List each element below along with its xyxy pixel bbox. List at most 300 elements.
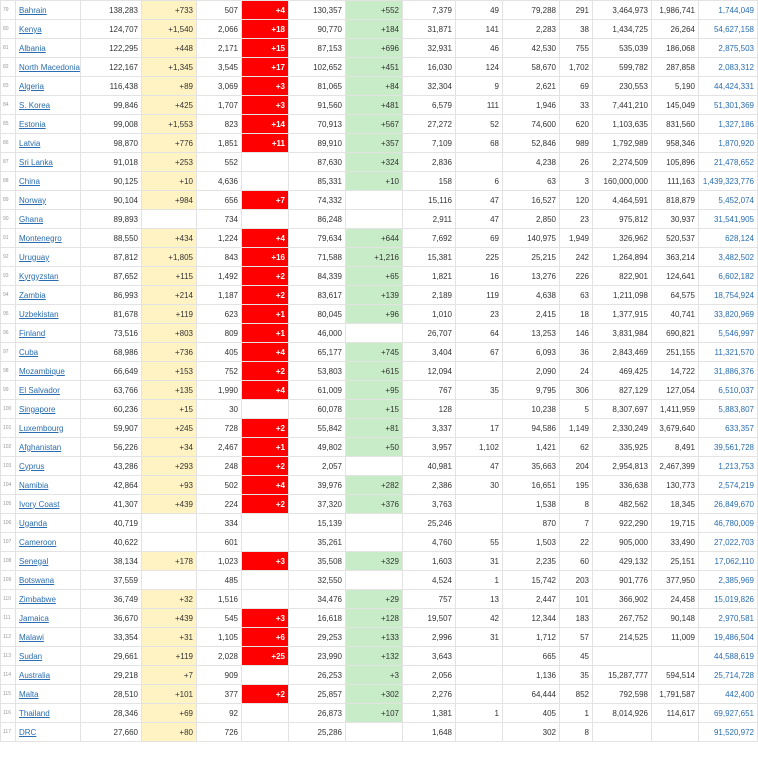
cases-per-million-cell: 64,444 bbox=[503, 685, 560, 704]
new-recovered-cell bbox=[346, 723, 403, 742]
country-link[interactable]: Uzbekistan bbox=[19, 309, 59, 319]
active-cases-cell: 1,648 bbox=[403, 723, 456, 742]
rank-cell: 113 bbox=[1, 647, 16, 666]
table-row bbox=[1, 495, 758, 514]
serious-critical-cell bbox=[456, 685, 503, 704]
total-recovered-cell: 130,357 bbox=[289, 1, 346, 20]
cases-per-million-cell: 2,621 bbox=[503, 77, 560, 96]
cases-per-million-cell: 74,600 bbox=[503, 115, 560, 134]
deaths-per-million-cell: 8 bbox=[560, 495, 593, 514]
serious-critical-cell bbox=[456, 666, 503, 685]
total-tests-cell: 1,103,635 bbox=[593, 115, 652, 134]
cases-per-million-cell: 2,850 bbox=[503, 210, 560, 229]
country-link[interactable]: North Macedonia bbox=[19, 62, 80, 72]
rank-cell: 79 bbox=[1, 1, 16, 20]
active-cases-cell: 2,189 bbox=[403, 286, 456, 305]
total-recovered-cell: 81,065 bbox=[289, 77, 346, 96]
total-tests-cell bbox=[593, 723, 652, 742]
table-row bbox=[1, 96, 758, 115]
population-cell: 44,588,619 bbox=[699, 647, 758, 666]
country-cell bbox=[16, 476, 81, 495]
population-cell: 31,541,905 bbox=[699, 210, 758, 229]
country-link[interactable]: Kenya bbox=[19, 24, 42, 34]
country-link[interactable]: Malawi bbox=[19, 632, 44, 642]
total-tests-cell: 335,925 bbox=[593, 438, 652, 457]
country-cell bbox=[16, 191, 81, 210]
total-cases-cell: 36,749 bbox=[81, 590, 142, 609]
cases-per-million-cell: 13,276 bbox=[503, 267, 560, 286]
tests-per-million-cell: 25,151 bbox=[652, 552, 699, 571]
serious-critical-cell: 13 bbox=[456, 590, 503, 609]
new-cases-cell: +984 bbox=[142, 191, 197, 210]
total-cases-cell: 116,438 bbox=[81, 77, 142, 96]
total-deaths-cell: 823 bbox=[197, 115, 242, 134]
cases-per-million-cell: 1,712 bbox=[503, 628, 560, 647]
country-link[interactable]: S. Korea bbox=[19, 100, 51, 110]
country-link[interactable]: Singapore bbox=[19, 404, 56, 414]
country-cell bbox=[16, 571, 81, 590]
new-recovered-cell: +139 bbox=[346, 286, 403, 305]
total-recovered-cell: 15,139 bbox=[289, 514, 346, 533]
total-tests-cell: 429,132 bbox=[593, 552, 652, 571]
serious-critical-cell bbox=[456, 514, 503, 533]
serious-critical-cell: 35 bbox=[456, 381, 503, 400]
country-link[interactable]: Australia bbox=[19, 670, 51, 680]
serious-critical-cell: 111 bbox=[456, 96, 503, 115]
serious-critical-cell bbox=[456, 723, 503, 742]
total-recovered-cell: 26,253 bbox=[289, 666, 346, 685]
new-cases-cell: +31 bbox=[142, 628, 197, 647]
cases-per-million-cell: 2,090 bbox=[503, 362, 560, 381]
tests-per-million-cell: 33,490 bbox=[652, 533, 699, 552]
population-cell: 11,321,570 bbox=[699, 343, 758, 362]
tests-per-million-cell: 5,190 bbox=[652, 77, 699, 96]
country-link[interactable]: Malta bbox=[19, 689, 39, 699]
total-tests-cell: 1,792,989 bbox=[593, 134, 652, 153]
rank-cell: 110 bbox=[1, 590, 16, 609]
total-deaths-cell: 752 bbox=[197, 362, 242, 381]
total-cases-cell: 60,236 bbox=[81, 400, 142, 419]
table-row bbox=[1, 58, 758, 77]
deaths-per-million-cell: 101 bbox=[560, 590, 593, 609]
tests-per-million-cell: 127,054 bbox=[652, 381, 699, 400]
new-cases-cell bbox=[142, 571, 197, 590]
active-cases-cell: 26,707 bbox=[403, 324, 456, 343]
country-cell bbox=[16, 381, 81, 400]
new-deaths-cell: +7 bbox=[242, 191, 289, 210]
new-deaths-cell: +1 bbox=[242, 438, 289, 457]
table-row bbox=[1, 552, 758, 571]
new-cases-cell: +776 bbox=[142, 134, 197, 153]
table-row bbox=[1, 514, 758, 533]
deaths-per-million-cell: 22 bbox=[560, 533, 593, 552]
new-recovered-cell: +696 bbox=[346, 39, 403, 58]
total-recovered-cell: 55,842 bbox=[289, 419, 346, 438]
country-cell bbox=[16, 704, 81, 723]
deaths-per-million-cell: 18 bbox=[560, 305, 593, 324]
serious-critical-cell: 42 bbox=[456, 609, 503, 628]
active-cases-cell: 25,246 bbox=[403, 514, 456, 533]
population-cell: 46,780,009 bbox=[699, 514, 758, 533]
total-cases-cell: 91,018 bbox=[81, 153, 142, 172]
new-deaths-cell: +4 bbox=[242, 229, 289, 248]
total-deaths-cell: 1,990 bbox=[197, 381, 242, 400]
new-recovered-cell: +282 bbox=[346, 476, 403, 495]
country-link[interactable]: DRC bbox=[19, 727, 37, 737]
total-tests-cell: 1,211,098 bbox=[593, 286, 652, 305]
active-cases-cell: 757 bbox=[403, 590, 456, 609]
deaths-per-million-cell: 291 bbox=[560, 1, 593, 20]
rank-cell: 81 bbox=[1, 39, 16, 58]
country-link[interactable]: China bbox=[19, 176, 40, 186]
rank-cell: 98 bbox=[1, 362, 16, 381]
new-deaths-cell bbox=[242, 666, 289, 685]
table-row bbox=[1, 229, 758, 248]
tests-per-million-cell: 2,467,399 bbox=[652, 457, 699, 476]
country-link[interactable]: Zambia bbox=[19, 290, 46, 300]
country-link[interactable]: Cameroon bbox=[19, 537, 57, 547]
new-recovered-cell: +132 bbox=[346, 647, 403, 666]
total-deaths-cell: 623 bbox=[197, 305, 242, 324]
rank-cell: 92 bbox=[1, 248, 16, 267]
total-cases-cell: 81,678 bbox=[81, 305, 142, 324]
new-cases-cell: +80 bbox=[142, 723, 197, 742]
deaths-per-million-cell: 195 bbox=[560, 476, 593, 495]
new-recovered-cell: +376 bbox=[346, 495, 403, 514]
new-deaths-cell: +4 bbox=[242, 381, 289, 400]
total-cases-cell: 98,870 bbox=[81, 134, 142, 153]
country-cell bbox=[16, 723, 81, 742]
total-deaths-cell: 2,066 bbox=[197, 20, 242, 39]
country-link[interactable]: Luxembourg bbox=[19, 423, 64, 433]
table-row bbox=[1, 39, 758, 58]
table-row bbox=[1, 305, 758, 324]
new-recovered-cell bbox=[346, 324, 403, 343]
tests-per-million-cell: 251,155 bbox=[652, 343, 699, 362]
country-link[interactable]: Sudan bbox=[19, 651, 43, 661]
deaths-per-million-cell: 852 bbox=[560, 685, 593, 704]
country-link[interactable]: Uruguay bbox=[19, 252, 50, 262]
population-cell: 633,357 bbox=[699, 419, 758, 438]
new-recovered-cell: +451 bbox=[346, 58, 403, 77]
tests-per-million-cell bbox=[652, 647, 699, 666]
total-tests-cell: 336,638 bbox=[593, 476, 652, 495]
country-link[interactable]: Senegal bbox=[19, 556, 49, 566]
new-cases-cell: +253 bbox=[142, 153, 197, 172]
population-cell: 18,754,924 bbox=[699, 286, 758, 305]
total-tests-cell: 267,752 bbox=[593, 609, 652, 628]
deaths-per-million-cell: 35 bbox=[560, 666, 593, 685]
total-deaths-cell: 545 bbox=[197, 609, 242, 628]
new-recovered-cell bbox=[346, 191, 403, 210]
cases-per-million-cell: 52,846 bbox=[503, 134, 560, 153]
population-cell: 1,439,323,776 bbox=[699, 172, 758, 191]
new-cases-cell: +214 bbox=[142, 286, 197, 305]
rank-cell: 114 bbox=[1, 666, 16, 685]
total-recovered-cell: 79,634 bbox=[289, 229, 346, 248]
country-cell bbox=[16, 77, 81, 96]
active-cases-cell: 1,603 bbox=[403, 552, 456, 571]
new-recovered-cell: +302 bbox=[346, 685, 403, 704]
new-deaths-cell bbox=[242, 704, 289, 723]
total-tests-cell: 7,441,210 bbox=[593, 96, 652, 115]
country-link[interactable]: Latvia bbox=[19, 138, 41, 148]
active-cases-cell: 128 bbox=[403, 400, 456, 419]
deaths-per-million-cell: 26 bbox=[560, 153, 593, 172]
population-cell: 54,627,158 bbox=[699, 20, 758, 39]
new-deaths-cell: +4 bbox=[242, 343, 289, 362]
population-cell: 25,714,728 bbox=[699, 666, 758, 685]
total-tests-cell: 599,782 bbox=[593, 58, 652, 77]
population-cell: 51,301,369 bbox=[699, 96, 758, 115]
country-link[interactable]: Cyprus bbox=[19, 461, 45, 471]
table-row bbox=[1, 723, 758, 742]
population-cell: 442,400 bbox=[699, 685, 758, 704]
serious-critical-cell: 47 bbox=[456, 457, 503, 476]
active-cases-cell: 16,030 bbox=[403, 58, 456, 77]
country-link[interactable]: El Salvador bbox=[19, 385, 60, 395]
active-cases-cell: 4,524 bbox=[403, 571, 456, 590]
total-recovered-cell: 23,990 bbox=[289, 647, 346, 666]
country-link[interactable]: Ghana bbox=[19, 214, 44, 224]
total-recovered-cell: 32,550 bbox=[289, 571, 346, 590]
country-link[interactable]: Botswana bbox=[19, 575, 55, 585]
deaths-per-million-cell: 204 bbox=[560, 457, 593, 476]
population-cell: 27,022,703 bbox=[699, 533, 758, 552]
country-link[interactable]: Albania bbox=[19, 43, 46, 53]
new-recovered-cell: +357 bbox=[346, 134, 403, 153]
country-link[interactable]: Algeria bbox=[19, 81, 44, 91]
population-cell: 2,875,503 bbox=[699, 39, 758, 58]
total-recovered-cell: 90,770 bbox=[289, 20, 346, 39]
new-deaths-cell: +15 bbox=[242, 39, 289, 58]
serious-critical-cell: 1 bbox=[456, 704, 503, 723]
population-cell: 2,083,312 bbox=[699, 58, 758, 77]
country-link[interactable]: Norway bbox=[19, 195, 47, 205]
total-deaths-cell: 809 bbox=[197, 324, 242, 343]
rank-cell: 116 bbox=[1, 704, 16, 723]
new-cases-cell bbox=[142, 210, 197, 229]
population-cell: 2,574,219 bbox=[699, 476, 758, 495]
total-cases-cell: 56,226 bbox=[81, 438, 142, 457]
country-link[interactable]: Finland bbox=[19, 328, 46, 338]
new-recovered-cell: +10 bbox=[346, 172, 403, 191]
serious-critical-cell: 69 bbox=[456, 229, 503, 248]
country-link[interactable]: Mozambique bbox=[19, 366, 65, 376]
deaths-per-million-cell: 1,949 bbox=[560, 229, 593, 248]
country-link[interactable]: Namibia bbox=[19, 480, 49, 490]
country-link[interactable]: Ivory Coast bbox=[19, 499, 60, 509]
total-tests-cell: 975,812 bbox=[593, 210, 652, 229]
total-deaths-cell: 1,851 bbox=[197, 134, 242, 153]
table-row bbox=[1, 609, 758, 628]
active-cases-cell: 27,272 bbox=[403, 115, 456, 134]
total-tests-cell: 8,014,926 bbox=[593, 704, 652, 723]
country-link[interactable]: Bahrain bbox=[19, 5, 47, 15]
new-cases-cell: +1,540 bbox=[142, 20, 197, 39]
total-tests-cell: 827,129 bbox=[593, 381, 652, 400]
deaths-per-million-cell: 226 bbox=[560, 267, 593, 286]
deaths-per-million-cell: 306 bbox=[560, 381, 593, 400]
tests-per-million-cell: 145,049 bbox=[652, 96, 699, 115]
cases-per-million-cell: 16,527 bbox=[503, 191, 560, 210]
tests-per-million-cell: 8,491 bbox=[652, 438, 699, 457]
serious-critical-cell bbox=[456, 400, 503, 419]
country-cell bbox=[16, 210, 81, 229]
total-recovered-cell: 25,286 bbox=[289, 723, 346, 742]
total-deaths-cell: 843 bbox=[197, 248, 242, 267]
total-deaths-cell: 4,636 bbox=[197, 172, 242, 191]
tests-per-million-cell: 3,679,640 bbox=[652, 419, 699, 438]
rank-cell: 89 bbox=[1, 191, 16, 210]
total-deaths-cell: 3,069 bbox=[197, 77, 242, 96]
total-cases-cell: 36,670 bbox=[81, 609, 142, 628]
total-deaths-cell: 1,105 bbox=[197, 628, 242, 647]
cases-per-million-cell: 2,283 bbox=[503, 20, 560, 39]
new-cases-cell: +119 bbox=[142, 647, 197, 666]
new-cases-cell: +439 bbox=[142, 609, 197, 628]
table-row bbox=[1, 419, 758, 438]
total-deaths-cell: 552 bbox=[197, 153, 242, 172]
serious-critical-cell bbox=[456, 647, 503, 666]
new-recovered-cell bbox=[346, 571, 403, 590]
population-cell: 6,602,182 bbox=[699, 267, 758, 286]
rank-cell: 111 bbox=[1, 609, 16, 628]
new-deaths-cell: +18 bbox=[242, 20, 289, 39]
serious-critical-cell bbox=[456, 495, 503, 514]
rank-cell: 96 bbox=[1, 324, 16, 343]
active-cases-cell: 3,643 bbox=[403, 647, 456, 666]
cases-per-million-cell: 94,586 bbox=[503, 419, 560, 438]
tests-per-million-cell: 19,715 bbox=[652, 514, 699, 533]
rank-cell: 102 bbox=[1, 438, 16, 457]
country-link[interactable]: Thailand bbox=[19, 708, 50, 718]
total-recovered-cell: 60,078 bbox=[289, 400, 346, 419]
total-recovered-cell: 80,045 bbox=[289, 305, 346, 324]
total-tests-cell: 2,843,469 bbox=[593, 343, 652, 362]
deaths-per-million-cell: 1 bbox=[560, 704, 593, 723]
total-cases-cell: 43,286 bbox=[81, 457, 142, 476]
total-recovered-cell: 16,618 bbox=[289, 609, 346, 628]
country-cell bbox=[16, 457, 81, 476]
country-cell bbox=[16, 305, 81, 324]
country-cell bbox=[16, 58, 81, 77]
new-deaths-cell: +1 bbox=[242, 324, 289, 343]
deaths-per-million-cell: 57 bbox=[560, 628, 593, 647]
country-cell bbox=[16, 248, 81, 267]
total-deaths-cell: 377 bbox=[197, 685, 242, 704]
country-cell bbox=[16, 628, 81, 647]
country-cell bbox=[16, 419, 81, 438]
total-deaths-cell: 485 bbox=[197, 571, 242, 590]
country-link[interactable]: Sri Lanka bbox=[19, 157, 53, 167]
total-deaths-cell: 1,516 bbox=[197, 590, 242, 609]
rank-cell: 86 bbox=[1, 134, 16, 153]
serious-critical-cell: 46 bbox=[456, 39, 503, 58]
total-recovered-cell: 61,009 bbox=[289, 381, 346, 400]
cases-per-million-cell: 25,215 bbox=[503, 248, 560, 267]
active-cases-cell: 15,381 bbox=[403, 248, 456, 267]
total-recovered-cell: 91,560 bbox=[289, 96, 346, 115]
total-recovered-cell: 39,976 bbox=[289, 476, 346, 495]
new-cases-cell: +434 bbox=[142, 229, 197, 248]
new-recovered-cell: +644 bbox=[346, 229, 403, 248]
country-cell bbox=[16, 647, 81, 666]
tests-per-million-cell: 11,009 bbox=[652, 628, 699, 647]
total-cases-cell: 40,719 bbox=[81, 514, 142, 533]
total-cases-cell: 122,167 bbox=[81, 58, 142, 77]
cases-per-million-cell: 63 bbox=[503, 172, 560, 191]
deaths-per-million-cell: 24 bbox=[560, 362, 593, 381]
active-cases-cell: 4,760 bbox=[403, 533, 456, 552]
deaths-per-million-cell: 23 bbox=[560, 210, 593, 229]
deaths-per-million-cell: 38 bbox=[560, 20, 593, 39]
new-deaths-cell: +16 bbox=[242, 248, 289, 267]
total-tests-cell: 922,290 bbox=[593, 514, 652, 533]
country-link[interactable]: Estonia bbox=[19, 119, 46, 129]
total-deaths-cell: 1,023 bbox=[197, 552, 242, 571]
total-cases-cell: 27,660 bbox=[81, 723, 142, 742]
active-cases-cell: 1,381 bbox=[403, 704, 456, 723]
active-cases-cell: 7,379 bbox=[403, 1, 456, 20]
rank-cell: 83 bbox=[1, 77, 16, 96]
serious-critical-cell: 1 bbox=[456, 571, 503, 590]
new-cases-cell: +15 bbox=[142, 400, 197, 419]
country-link[interactable]: Montenegro bbox=[19, 233, 62, 243]
serious-critical-cell: 64 bbox=[456, 324, 503, 343]
serious-critical-cell: 30 bbox=[456, 476, 503, 495]
active-cases-cell: 7,692 bbox=[403, 229, 456, 248]
table-row bbox=[1, 20, 758, 39]
new-recovered-cell: +95 bbox=[346, 381, 403, 400]
total-recovered-cell: 83,617 bbox=[289, 286, 346, 305]
table-row bbox=[1, 1, 758, 20]
table-row bbox=[1, 590, 758, 609]
new-cases-cell: +93 bbox=[142, 476, 197, 495]
deaths-per-million-cell: 62 bbox=[560, 438, 593, 457]
total-recovered-cell: 89,910 bbox=[289, 134, 346, 153]
country-link[interactable]: Cuba bbox=[19, 347, 39, 357]
population-cell: 5,883,807 bbox=[699, 400, 758, 419]
new-cases-cell: +803 bbox=[142, 324, 197, 343]
new-deaths-cell: +2 bbox=[242, 419, 289, 438]
country-link[interactable]: Afghanistan bbox=[19, 442, 62, 452]
new-deaths-cell bbox=[242, 571, 289, 590]
active-cases-cell: 158 bbox=[403, 172, 456, 191]
serious-critical-cell: 124 bbox=[456, 58, 503, 77]
country-link[interactable]: Uganda bbox=[19, 518, 48, 528]
new-deaths-cell bbox=[242, 172, 289, 191]
table-row bbox=[1, 533, 758, 552]
table-row bbox=[1, 324, 758, 343]
new-deaths-cell: +2 bbox=[242, 685, 289, 704]
new-cases-cell: +439 bbox=[142, 495, 197, 514]
total-recovered-cell: 34,476 bbox=[289, 590, 346, 609]
new-recovered-cell: +65 bbox=[346, 267, 403, 286]
country-link[interactable]: Zimbabwe bbox=[19, 594, 56, 604]
rank-cell: 108 bbox=[1, 552, 16, 571]
cases-per-million-cell: 79,288 bbox=[503, 1, 560, 20]
total-deaths-cell: 1,707 bbox=[197, 96, 242, 115]
deaths-per-million-cell: 242 bbox=[560, 248, 593, 267]
country-link[interactable]: Kyrgyzstan bbox=[19, 271, 59, 281]
new-deaths-cell bbox=[242, 153, 289, 172]
rank-cell: 95 bbox=[1, 305, 16, 324]
total-deaths-cell: 92 bbox=[197, 704, 242, 723]
country-link[interactable]: Jamaica bbox=[19, 613, 49, 623]
deaths-per-million-cell: 45 bbox=[560, 647, 593, 666]
cases-per-million-cell: 15,742 bbox=[503, 571, 560, 590]
